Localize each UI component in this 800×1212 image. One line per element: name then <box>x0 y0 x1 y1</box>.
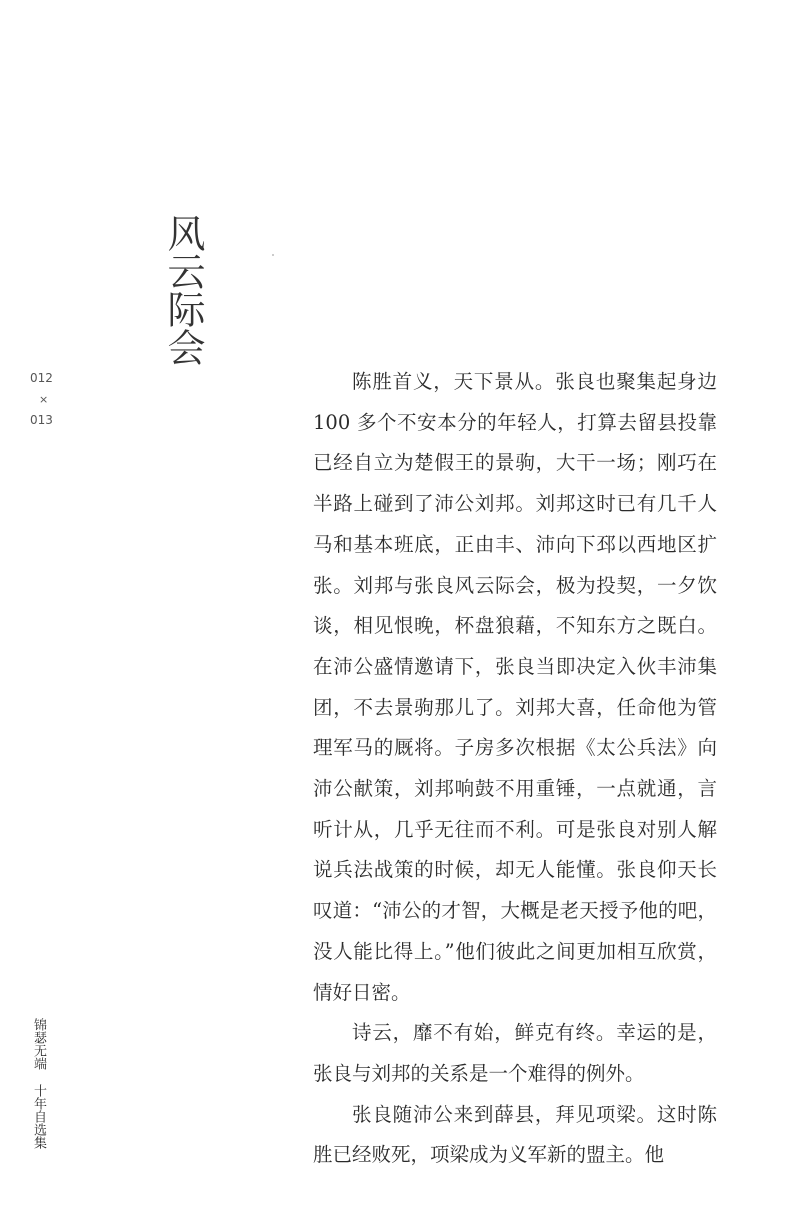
body-text <box>313 362 717 1176</box>
paragraph: 张良随沛公来到薛县，拜见项梁。这时陈胜已经败死，项梁成为义军新的盟主。他 <box>313 1102 717 1167</box>
book-subtitle: 十年自选集 <box>31 1084 46 1149</box>
page-numbers <box>30 368 70 431</box>
book-title: 锦瑟无端 <box>31 1018 46 1070</box>
page-number-separator: × <box>39 393 49 406</box>
running-book-title <box>27 1018 45 1149</box>
page-number-left: 012 <box>30 371 53 385</box>
page-number-right: 013 <box>30 413 53 427</box>
margin-mark <box>272 254 274 256</box>
paragraph: 诗云，靡不有始，鲜克有终。幸运的是，张良与刘邦的关系是一个难得的例外。 <box>313 1021 717 1085</box>
chapter-title: 风云际会 <box>161 214 205 366</box>
paragraph: 陈胜首义，天下景从。张良也聚集起身边 100 多个不安本分的年轻人，打算去留县投靠已经自立为楚假王的景驹，大干一场；刚巧在半路上碰到了沛公刘邦。刘邦这时已有几千人马和基本班底，正由丰、沛向下邳以西地区扩张。刘邦与张良风云际会，极为投契，一夕饮谈，相见恨晚，杯盘狼藉，不知东方之既白。在沛公盛情邀请下，张良当即决定入伙丰沛集团，不去景驹那儿了。刘邦大喜，任命他为管理军马的厩将。子房多次根据《太公兵法》向沛公献策，刘邦响鼓不用重锤，一点就通，言听计从，几乎无往而不利。可是张良对别人解说兵法战策的时候，却无人能懂。张良仰天长叹道：“沛公的才智，大概是老天授予他的吧，没人能比得上。”他们彼此之间更加相互欣赏，情好日密。 <box>313 370 717 1004</box>
